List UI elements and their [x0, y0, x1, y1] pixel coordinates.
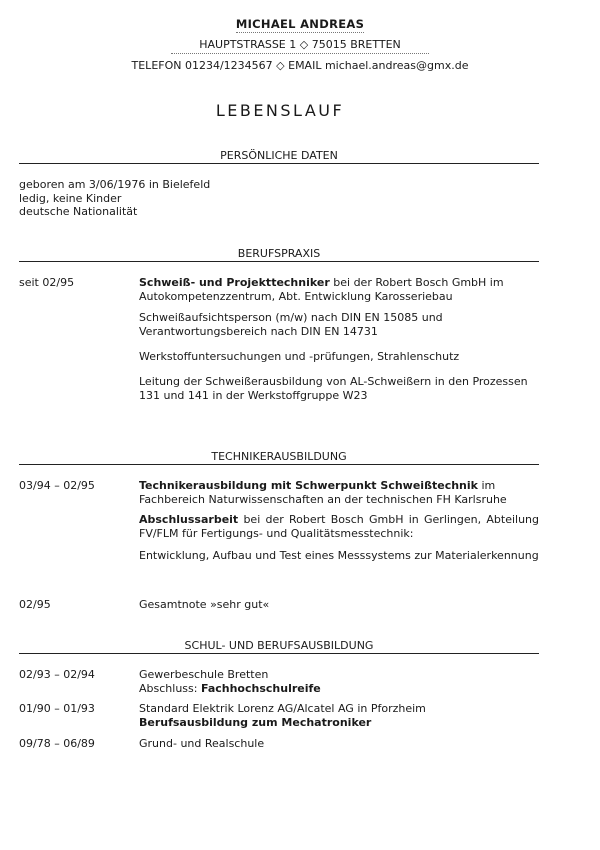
section-heading-technikerausbildung: TECHNIKERAUSBILDUNG [211, 450, 347, 463]
qualification-text: Schweißaufsichtsperson (m/w) nach DIN EN 15085 und Verantwortungsbereich nach DIN EN 14731 [139, 311, 443, 338]
address-underline [171, 53, 429, 54]
degree-prefix: Abschluss: [139, 682, 201, 695]
entry-date: 02/95 [19, 598, 51, 611]
entry-date: 09/78 – 06/89 [19, 737, 95, 750]
personal-data [19, 178, 539, 219]
birth-line: geboren am 3/06/1976 in Bielefeld [19, 178, 211, 191]
entry-description [139, 479, 539, 563]
contact-line: TELEFON 01234/1234567 ◇ EMAIL michael.andreas@gmx.de [131, 59, 469, 72]
section-heading-personal: PERSÖNLICHE DATEN [220, 149, 338, 162]
role-detail: bei der Robert Bosch GmbH im Autokompetenzzentrum, Abt. Entwicklung Karosseriebau [139, 276, 504, 303]
school-name: Grund- und Realschule [139, 737, 265, 750]
thesis-topic: Entwicklung, Aufbau und Test eines Messsystems zur Materialerkennung [139, 549, 539, 562]
entry-description [139, 276, 539, 403]
section-rule [19, 163, 539, 164]
letterhead [0, 17, 600, 73]
applicant-name: MICHAEL ANDREAS [235, 17, 365, 31]
entry-date: 02/93 – 02/94 [19, 668, 95, 681]
nationality-line: deutsche Nationalität [19, 205, 138, 218]
entry-date: 01/90 – 01/93 [19, 702, 95, 715]
thesis-detail: bei der Robert Bosch GmbH in Gerlingen, Abteilung FV/FLM für Fertigungs- und Qualitätsmesstechnik: [139, 513, 539, 540]
section-rule [19, 464, 539, 465]
degree-name: Fachhochschulreife [200, 682, 321, 695]
grade-text: Gesamtnote »sehr gut« [139, 598, 270, 611]
section-rule [19, 653, 539, 654]
entry-date: 03/94 – 02/95 [19, 479, 95, 492]
apprenticeship-name: Berufsausbildung zum Mechatroniker [139, 716, 372, 729]
entry-description [139, 702, 539, 730]
name-underline [236, 32, 364, 33]
employer-name: Standard Elektrik Lorenz AG/Alcatel AG in Pforzheim [139, 702, 426, 715]
section-rule [19, 261, 539, 262]
family-status-line: ledig, keine Kinder [19, 191, 122, 205]
program-detail: im Fachbereich Naturwissenschaften an der technischen FH Karlsruhe [139, 479, 507, 506]
program-title: Technikerausbildung mit Schwerpunkt Schweißtechnik [139, 479, 478, 492]
document-title: LEBENSLAUF [215, 101, 345, 120]
entry-description [139, 668, 539, 696]
section-heading-berufspraxis: BERUFSPRAXIS [237, 247, 321, 260]
school-name: Gewerbeschule Bretten [139, 668, 269, 681]
address-line: HAUPTSTRASSE 1 ◇ 75015 BRETTEN [199, 38, 401, 51]
entry-date: seit 02/95 [19, 276, 75, 289]
training-lead-text: Leitung der Schweißerausbildung von AL-Schweißern in den Prozessen 131 und 141 in der Werkstoffgruppe W23 [139, 375, 528, 402]
tasks-text: Werkstoffuntersuchungen und -prüfungen, Strahlenschutz [139, 350, 460, 363]
role-title: Schweiß- und Projekttechniker [139, 276, 330, 289]
thesis-label: Abschlussarbeit [139, 513, 239, 526]
section-heading-schule: SCHUL- UND BERUFSAUSBILDUNG [184, 639, 374, 652]
